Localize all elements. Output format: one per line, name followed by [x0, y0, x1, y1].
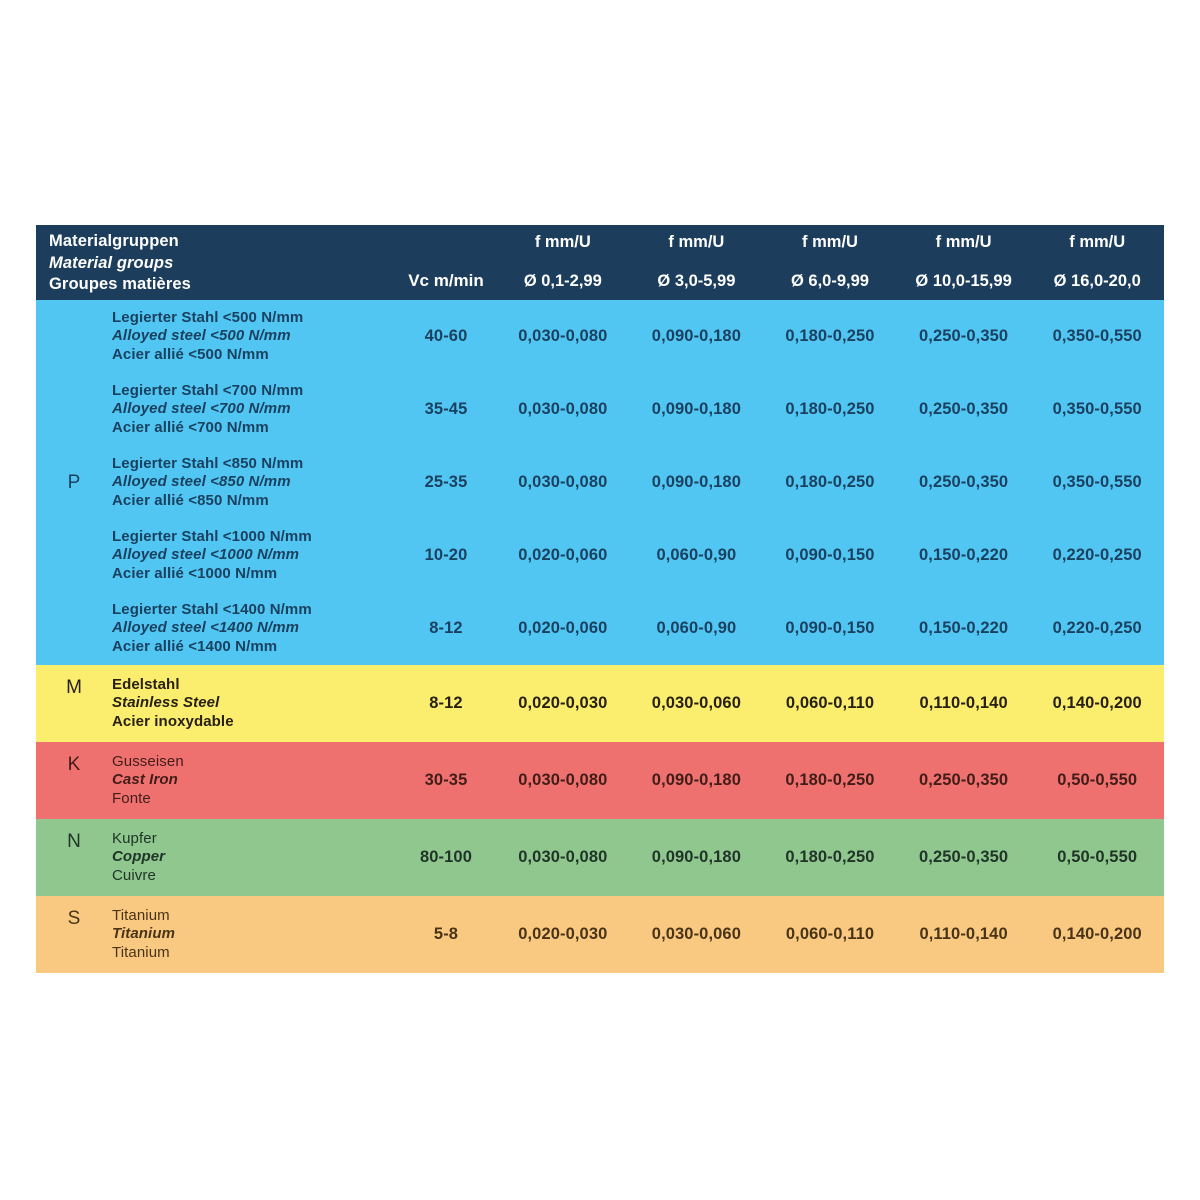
f-column-header-2 — [630, 225, 764, 300]
vc-value: 25-35 — [424, 473, 468, 491]
f-value: 0,090-0,150 — [785, 619, 875, 637]
table-header — [36, 225, 1164, 300]
f-value: 0,060-0,90 — [656, 546, 737, 564]
f-value: 0,250-0,350 — [919, 848, 1009, 866]
group-code-n: N — [67, 831, 81, 852]
material-name-en: Alloyed steel <500 N/mm — [112, 327, 291, 345]
f-value: 0,350-0,550 — [1052, 400, 1142, 418]
material-groups-header-en: Material groups — [49, 253, 174, 272]
material-name-de: Legierter Stahl <1000 N/mm — [112, 527, 312, 545]
f-value: 0,140-0,200 — [1052, 925, 1142, 943]
f-value: 0,350-0,550 — [1052, 473, 1142, 491]
f-value: 0,090-0,180 — [651, 771, 741, 789]
f-value: 0,250-0,350 — [919, 327, 1009, 345]
table-row — [112, 896, 1164, 973]
group-k — [36, 742, 1164, 819]
material-name-de: Legierter Stahl <850 N/mm — [112, 454, 304, 472]
f-value: 0,090-0,180 — [651, 848, 741, 866]
f-value: 0,50-0,550 — [1057, 848, 1138, 866]
f-value: 0,220-0,250 — [1052, 619, 1142, 637]
f-value: 0,180-0,250 — [785, 473, 875, 491]
f-value: 0,090-0,150 — [785, 546, 875, 564]
f-unit-label: f mm/U — [668, 233, 725, 251]
material-name-fr: Acier allié <1000 N/mm — [112, 564, 278, 582]
f-unit-label: f mm/U — [802, 233, 858, 251]
material-name-fr: Acier allié <850 N/mm — [112, 491, 269, 509]
f-value: 0,140-0,200 — [1052, 694, 1142, 712]
group-code-p: P — [67, 471, 81, 493]
group-code-s: S — [67, 908, 81, 929]
material-name-de: Legierter Stahl <700 N/mm — [112, 381, 304, 399]
diameter-range-label: Ø 16,0-20,0 — [1053, 272, 1141, 290]
f-value: 0,020-0,030 — [518, 925, 608, 943]
vc-value: 35-45 — [424, 400, 468, 418]
table-row — [112, 742, 1164, 819]
f-value: 0,030-0,080 — [518, 771, 608, 789]
group-n — [36, 819, 1164, 896]
table-row — [112, 665, 1164, 742]
cutting-data-table — [36, 225, 1164, 973]
material-name-fr: Acier inoxydable — [112, 712, 234, 730]
f-value: 0,180-0,250 — [785, 848, 875, 866]
f-value: 0,020-0,060 — [518, 546, 608, 564]
f-value: 0,180-0,250 — [785, 327, 875, 345]
f-value: 0,030-0,060 — [651, 694, 741, 712]
vc-value: 30-35 — [424, 771, 468, 789]
material-name-de: Legierter Stahl <1400 N/mm — [112, 600, 312, 618]
material-name-en: Alloyed steel <1400 N/mm — [112, 619, 300, 637]
material-name-de: Legierter Stahl <500 N/mm — [112, 308, 304, 326]
material-name-fr: Acier allié <1400 N/mm — [112, 637, 278, 655]
table-row — [112, 373, 1164, 446]
group-code-m: M — [66, 677, 82, 698]
f-value: 0,180-0,250 — [785, 771, 875, 789]
material-name-en: Alloyed steel <700 N/mm — [112, 400, 291, 418]
vc-value: 8-12 — [429, 619, 463, 637]
f-column-header-3 — [763, 225, 897, 300]
material-groups-header — [36, 225, 396, 300]
material-name-de: Kupfer — [112, 829, 157, 847]
f-value: 0,030-0,080 — [518, 400, 608, 418]
f-value: 0,110-0,140 — [919, 694, 1008, 712]
f-value: 0,180-0,250 — [785, 400, 875, 418]
material-name-fr: Fonte — [112, 789, 151, 807]
material-name-en: Titanium — [112, 925, 176, 943]
vc-value: 10-20 — [424, 546, 468, 564]
vc-value: 80-100 — [420, 848, 472, 866]
f-value: 0,030-0,080 — [518, 327, 608, 345]
group-code-k: K — [67, 754, 81, 775]
vc-column-header: Vc m/min — [408, 271, 484, 290]
f-value: 0,060-0,110 — [785, 694, 875, 712]
diameter-range-label: Ø 6,0-9,99 — [791, 272, 869, 290]
material-name-en: Cast Iron — [112, 771, 178, 789]
f-value: 0,220-0,250 — [1052, 546, 1142, 564]
f-column-header-1 — [496, 225, 630, 300]
material-name-fr: Acier allié <500 N/mm — [112, 345, 269, 363]
material-name-de: Edelstahl — [112, 675, 180, 693]
f-value: 0,250-0,350 — [919, 473, 1009, 491]
group-m — [36, 665, 1164, 742]
material-name-de: Titanium — [112, 906, 170, 924]
f-unit-label: f mm/U — [534, 233, 591, 251]
vc-value: 40-60 — [424, 327, 468, 345]
f-value: 0,090-0,180 — [651, 473, 741, 491]
f-value: 0,250-0,350 — [919, 400, 1009, 418]
f-unit-label: f mm/U — [935, 233, 992, 251]
material-name-fr: Cuivre — [112, 866, 156, 884]
f-value: 0,020-0,030 — [518, 694, 608, 712]
f-column-header-5 — [1030, 225, 1164, 300]
material-name-en: Alloyed steel <850 N/mm — [112, 473, 291, 491]
f-unit-label: f mm/U — [1069, 233, 1126, 251]
f-value: 0,090-0,180 — [651, 400, 741, 418]
material-name-de: Gusseisen — [112, 752, 184, 770]
vc-value: 8-12 — [429, 694, 463, 712]
table-row — [112, 519, 1164, 592]
f-value: 0,030-0,080 — [518, 848, 608, 866]
table-row — [112, 592, 1164, 665]
group-s — [36, 896, 1164, 973]
material-name-en: Alloyed steel <1000 N/mm — [112, 546, 300, 564]
material-name-en: Stainless Steel — [112, 694, 220, 712]
diameter-range-label: Ø 0,1-2,99 — [523, 272, 602, 290]
f-value: 0,50-0,550 — [1057, 771, 1138, 789]
material-groups-header-fr: Groupes matières — [49, 275, 191, 293]
table-row — [112, 300, 1164, 373]
f-value: 0,150-0,220 — [919, 546, 1009, 564]
diameter-range-label: Ø 10,0-15,99 — [915, 272, 1012, 290]
f-value: 0,090-0,180 — [651, 327, 741, 345]
f-column-header-4 — [897, 225, 1031, 300]
table-row — [112, 819, 1164, 896]
material-groups-header-de: Materialgruppen — [49, 232, 179, 250]
f-value: 0,030-0,060 — [651, 925, 741, 943]
table-row — [112, 446, 1164, 519]
material-name-fr: Titanium — [112, 943, 170, 961]
f-value: 0,020-0,060 — [518, 619, 608, 637]
f-value: 0,150-0,220 — [919, 619, 1009, 637]
diameter-range-label: Ø 3,0-5,99 — [657, 272, 736, 290]
f-value: 0,350-0,550 — [1052, 327, 1142, 345]
f-value: 0,110-0,140 — [919, 925, 1008, 943]
group-p — [36, 300, 1164, 665]
vc-value: 5-8 — [433, 925, 459, 943]
f-value: 0,060-0,90 — [656, 619, 737, 637]
material-name-fr: Acier allié <700 N/mm — [112, 418, 269, 436]
f-value: 0,250-0,350 — [919, 771, 1009, 789]
f-value: 0,060-0,110 — [785, 925, 875, 943]
f-value: 0,030-0,080 — [518, 473, 608, 491]
material-name-en: Copper — [112, 848, 166, 866]
